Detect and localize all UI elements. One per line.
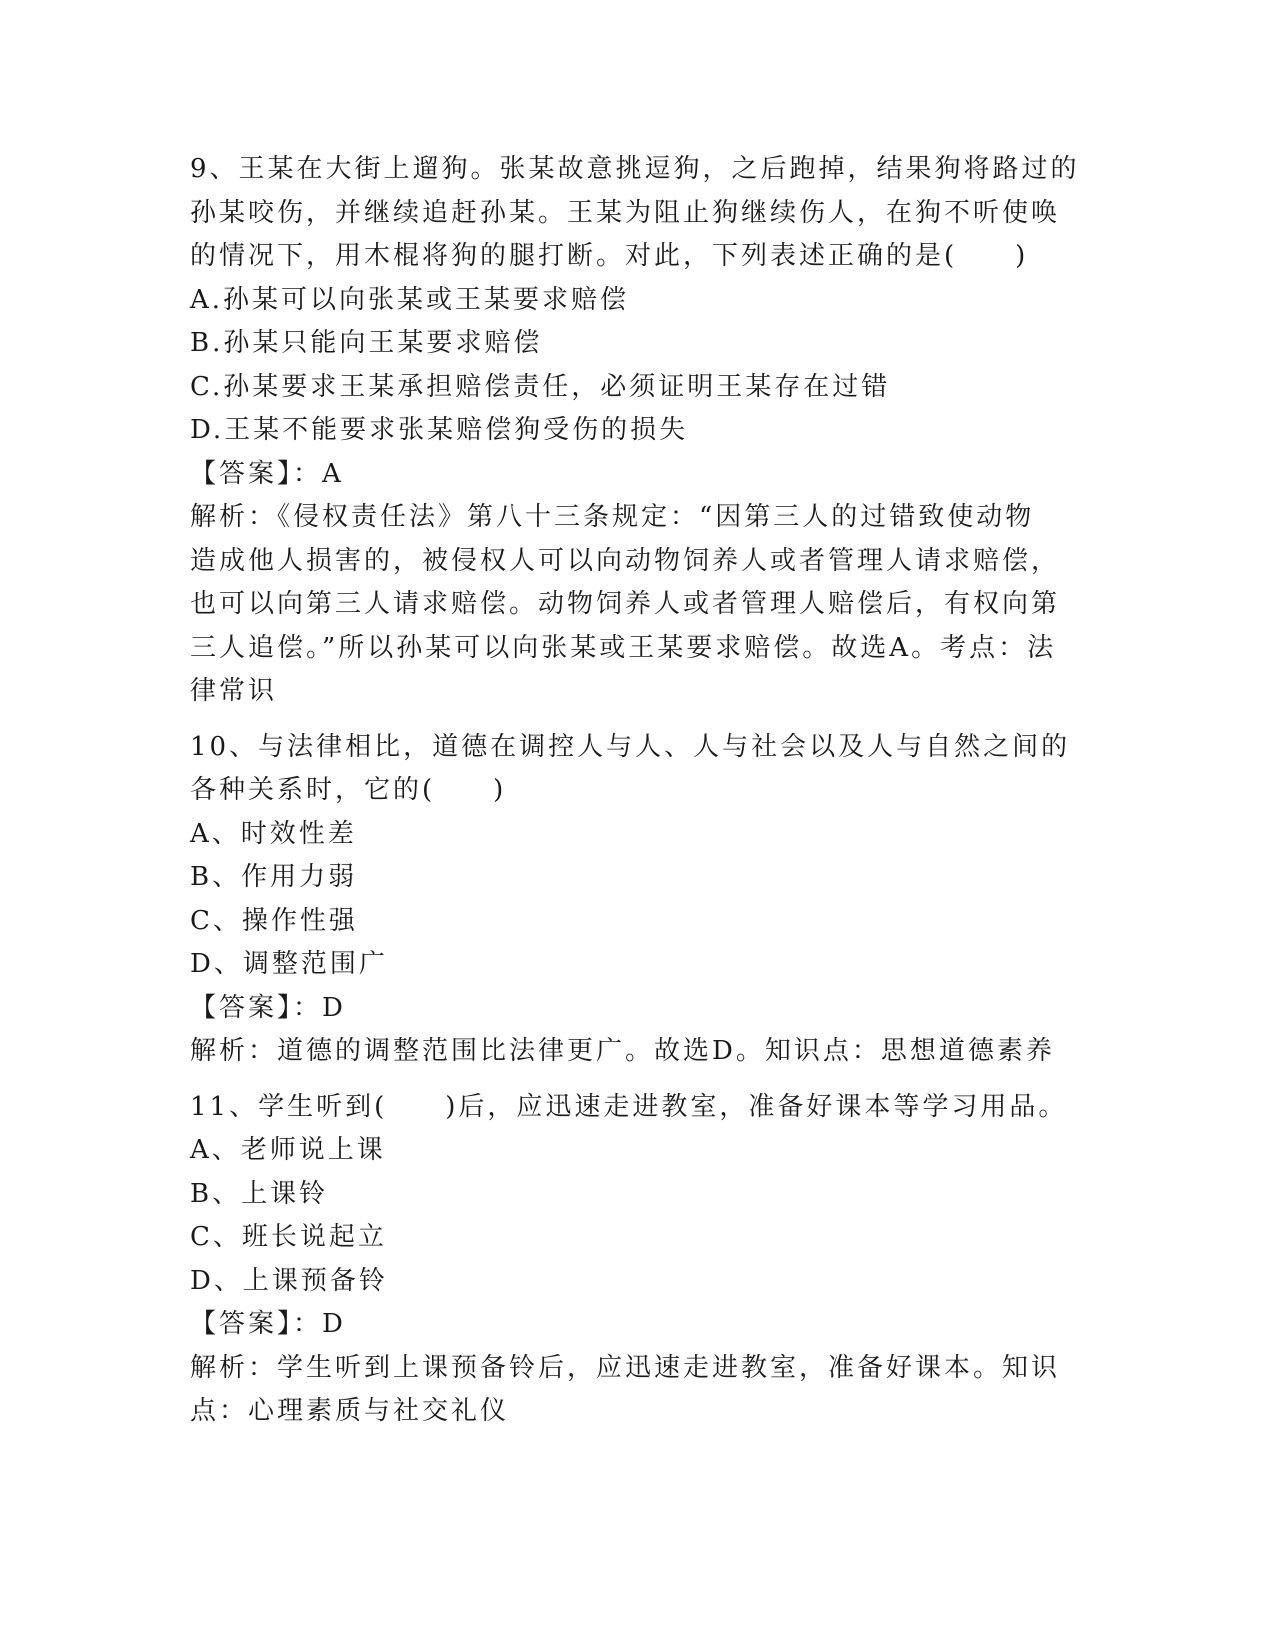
option-a: A、时效性差 xyxy=(190,818,357,849)
answer-line: 【答案】：D xyxy=(190,992,346,1023)
question-11 xyxy=(190,1086,1090,1434)
analysis-line: 解析：《侵权责任法》第八十三条规定：“因第三人的过错致使动物 xyxy=(190,502,1035,532)
option-d: D、调整范围广 xyxy=(190,949,388,979)
document-page xyxy=(190,148,1090,1434)
option-a: A.孙某可以向张某或王某要求赔偿 xyxy=(190,284,630,315)
option-a: A、老师说上课 xyxy=(190,1135,386,1165)
analysis-line: 也可以向第三人请求赔偿。动物饲养人或者管理人赔偿后，有权向第 xyxy=(190,589,1061,619)
question-spacer xyxy=(190,1074,1090,1086)
option-d: D.王某不能要求张某赔偿狗受伤的损失 xyxy=(190,415,689,445)
analysis-line: 律常识 xyxy=(190,676,278,706)
option-b: B、上课铃 xyxy=(190,1178,329,1209)
answer-line: 【答案】：A xyxy=(190,458,344,489)
analysis-line: 解析：道德的调整范围比法律更广。故选D。知识点：思想道德素养 xyxy=(190,1036,1055,1066)
question-stem-line: 孙某咬伤，并继续追赶孙某。王某为阻止狗继续伤人，在狗不听使唤 xyxy=(190,197,1061,228)
analysis-line: 点：心理素质与社交礼仪 xyxy=(190,1396,510,1426)
question-stem-line: 9、王某在大街上遛狗。张某故意挑逗狗，之后跑掉，结果狗将路过的 xyxy=(190,154,1080,184)
option-d: D、上课预备铃 xyxy=(190,1265,388,1296)
question-stem-line: 11、学生听到( )后，应迅速走进教室，准备好课本等学习用品。 xyxy=(190,1091,1068,1122)
question-stem-line: 各种关系时，它的( ) xyxy=(190,775,507,805)
question-stem-line: 10、与法律相比，道德在调控人与人、人与社会以及人与自然之间的 xyxy=(190,731,1071,762)
question-9 xyxy=(190,148,1090,714)
analysis-line: 造成他人损害的，被侵权人可以向动物饲养人或者管理人请求赔偿， xyxy=(190,545,1061,576)
option-c: C、班长说起立 xyxy=(190,1222,387,1252)
option-c: C.孙某要求王某承担赔偿责任，必须证明王某存在过错 xyxy=(190,371,891,402)
option-b: B、作用力弱 xyxy=(190,862,358,892)
question-10 xyxy=(190,726,1090,1074)
question-stem-line: 的情况下，用木棍将狗的腿打断。对此，下列表述正确的是( ) xyxy=(190,241,1029,271)
option-c: C、操作性强 xyxy=(190,905,358,936)
answer-line: 【答案】：D xyxy=(190,1309,346,1339)
analysis-line: 三人追偿。”所以孙某可以向张某或王某要求赔偿。故选A。考点：法 xyxy=(190,632,1057,663)
analysis-line: 解析：学生听到上课预备铃后，应迅速走进教室，准备好课本。知识 xyxy=(190,1352,1061,1383)
question-spacer xyxy=(190,714,1090,726)
option-b: B.孙某只能向王某要求赔偿 xyxy=(190,328,543,358)
